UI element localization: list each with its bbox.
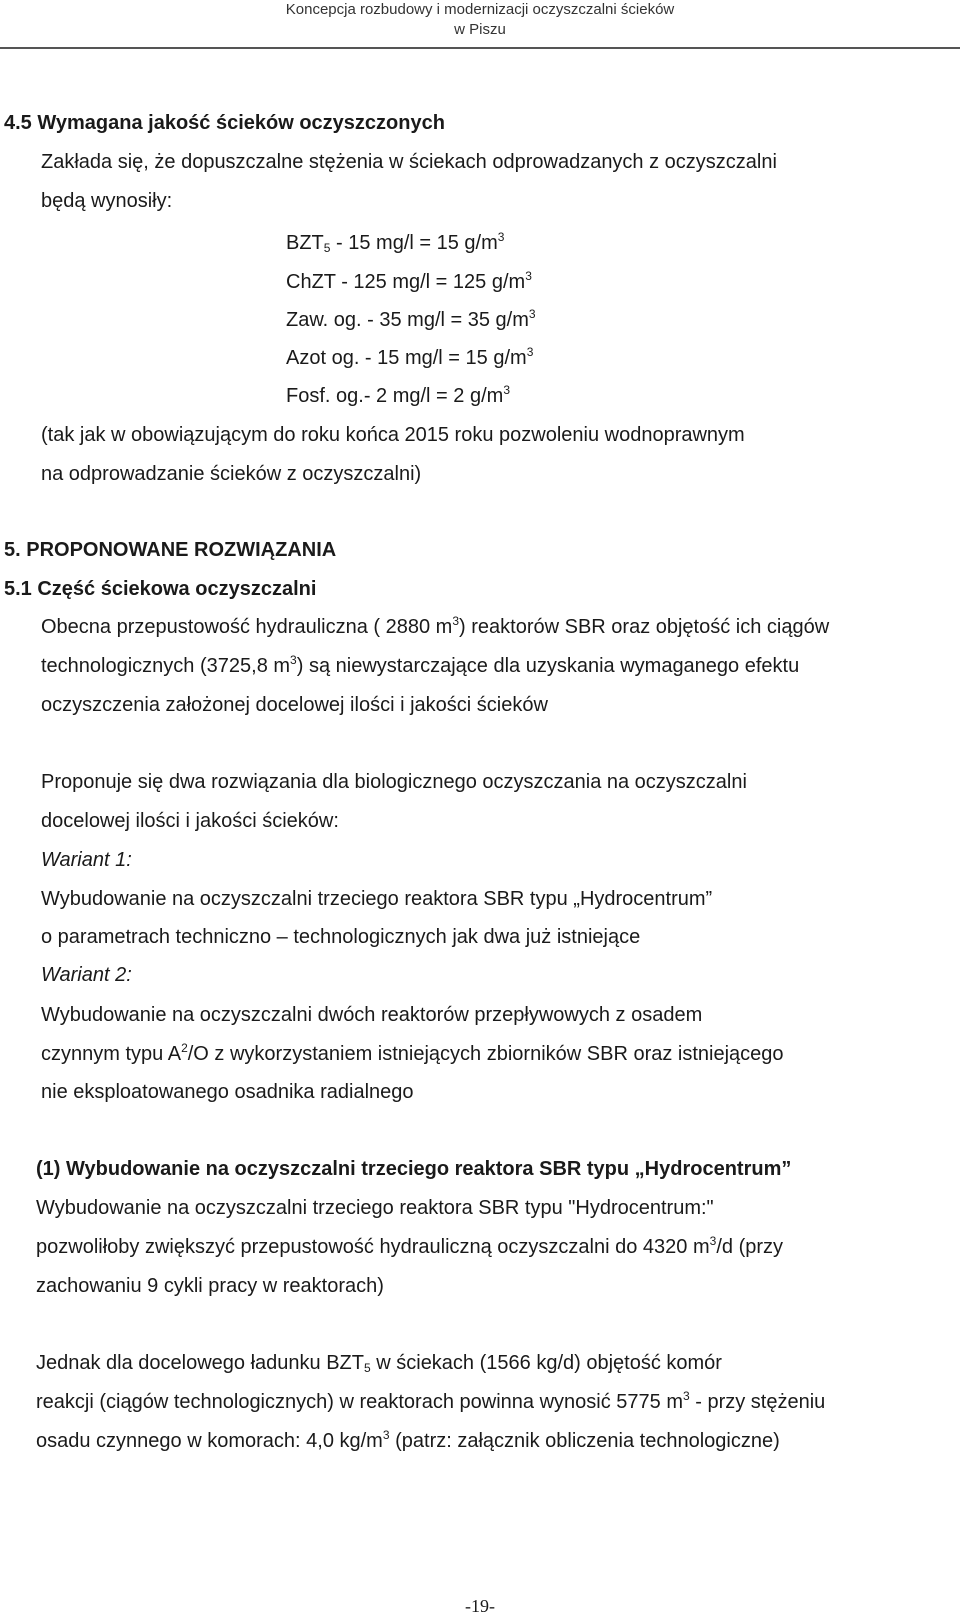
variant-2-line-2 [41,1042,784,1066]
text-run: czynnym typu A [41,1043,182,1065]
option-1-paragraph-2-line-2 [36,1390,825,1414]
superscript: 3 [682,1389,690,1403]
variant-1-line-2: o parametrach techniczno – technologicznych jak dwa już istniejące [41,926,641,948]
limit-subscript: 5 [323,241,331,255]
superscript: 3 [452,614,460,628]
superscript: 3 [290,653,297,667]
text-run: Jednak dla docelowego ładunku BZT [36,1352,364,1374]
limit-value: Fosf. og.- 2 mg/l = 2 g/m [286,385,504,407]
limit-superscript: 3 [497,230,505,244]
limit-bzt5 [286,231,504,255]
section-4-5-title: 4.5 Wymagana jakość ścieków oczyszczonych [4,112,445,134]
limit-name: BZT [286,232,324,254]
limit-superscript: 3 [526,345,534,359]
limit-superscript: 3 [528,307,536,321]
variant-2-label: Wariant 2: [41,964,132,986]
note-line-1: (tak jak w obowiązującym do roku końca 2015 roku pozwoleniu wodnoprawnym [41,424,745,446]
limit-value: ChZT - 125 mg/l = 125 g/m [286,271,526,293]
option-1-paragraph-2-line-1 [36,1351,722,1375]
variant-1-line-1: Wybudowanie na oczyszczalni trzeciego reaktora SBR typu „Hydrocentrum” [41,888,713,910]
header-title: Koncepcja rozbudowy i modernizacji oczyszczalni ścieków [285,1,675,18]
superscript: 2 [181,1041,188,1055]
limit-fosfor [286,384,510,408]
limit-value: Azot og. - 15 mg/l = 15 g/m [286,347,527,369]
limit-chzt [286,270,532,294]
limit-superscript: 3 [525,269,532,283]
header-divider [0,47,960,49]
text-run: technologicznych (3725,8 m [41,655,291,677]
paragraph-1-line-1 [41,615,829,639]
variant-1-label: Wariant 1: [41,849,132,871]
text-run: w ściekach (1566 kg/d) objętość komór [370,1352,722,1374]
superscript: 3 [709,1234,717,1248]
limit-value: - 15 mg/l = 15 g/m [330,232,498,254]
option-1-title: (1) Wybudowanie na oczyszczalni trzeciego reaktora SBR typu „Hydrocentrum” [36,1158,792,1180]
text-run: osadu czynnego w komorach: 4,0 kg/m [36,1430,383,1452]
text-run: - przy stężeniu [689,1391,826,1413]
text-run: reakcji (ciągów technologicznych) w reaktorach powinna wynosić 5775 m [36,1391,683,1413]
text-run: ) reaktorów SBR oraz objętość ich ciągów [459,616,830,638]
text-run: Obecna przepustowość hydrauliczna ( 2880 m [41,616,453,638]
variant-2-line-1: Wybudowanie na oczyszczalni dwóch reaktorów przepływowych z osadem [41,1004,703,1026]
page-header [0,0,960,44]
option-1-line-1: Wybudowanie na oczyszczalni trzeciego reaktora SBR typu "Hydrocentrum:" [36,1197,714,1219]
limit-superscript: 3 [503,383,510,397]
superscript: 3 [382,1428,390,1442]
variant-2-line-3: nie eksploatowanego osadnika radialnego [41,1081,414,1103]
note-line-2: na odprowadzanie ścieków z oczyszczalni) [41,463,422,485]
limit-zawiesina [286,308,536,332]
paragraph-1-line-2 [41,654,799,678]
subscript: 5 [364,1361,371,1375]
intro-line-2: będą wynosiły: [41,190,173,212]
limit-value: Zaw. og. - 35 mg/l = 35 g/m [286,309,529,331]
option-1-line-2 [36,1235,783,1259]
paragraph-2-line-1: Proponuje się dwa rozwiązania dla biologicznego oczyszczania na oczyszczalni [41,771,747,793]
section-5-1-title: 5.1 Część ściekowa oczyszczalni [4,578,317,600]
text-run: /d (przy [716,1236,784,1258]
page-number: -19- [465,1596,495,1616]
intro-line-1: Zakłada się, że dopuszczalne stężenia w ściekach odprowadzanych z oczyszczalni [41,151,777,173]
option-1-paragraph-2-line-3 [36,1429,780,1453]
text-run: /O z wykorzystaniem istniejących zbiorników SBR oraz istniejącego [187,1043,784,1065]
text-run: (patrz: załącznik obliczenia technologiczne) [389,1430,780,1452]
text-run: pozwoliłoby zwiększyć przepustowość hydrauliczną oczyszczalni do 4320 m [36,1236,710,1258]
section-5-title: 5. PROPONOWANE ROZWIĄZANIA [4,539,337,561]
paragraph-2-line-2: docelowej ilości i jakości ścieków: [41,810,339,832]
header-location: w Piszu [454,21,506,38]
limit-azot [286,346,533,370]
option-1-line-3: zachowaniu 9 cykli pracy w reaktorach) [36,1275,384,1297]
paragraph-1-line-3: oczyszczenia założonej docelowej ilości i jakości ścieków [41,694,548,716]
text-run: ) są niewystarczające dla uzyskania wymaganego efektu [296,655,800,677]
